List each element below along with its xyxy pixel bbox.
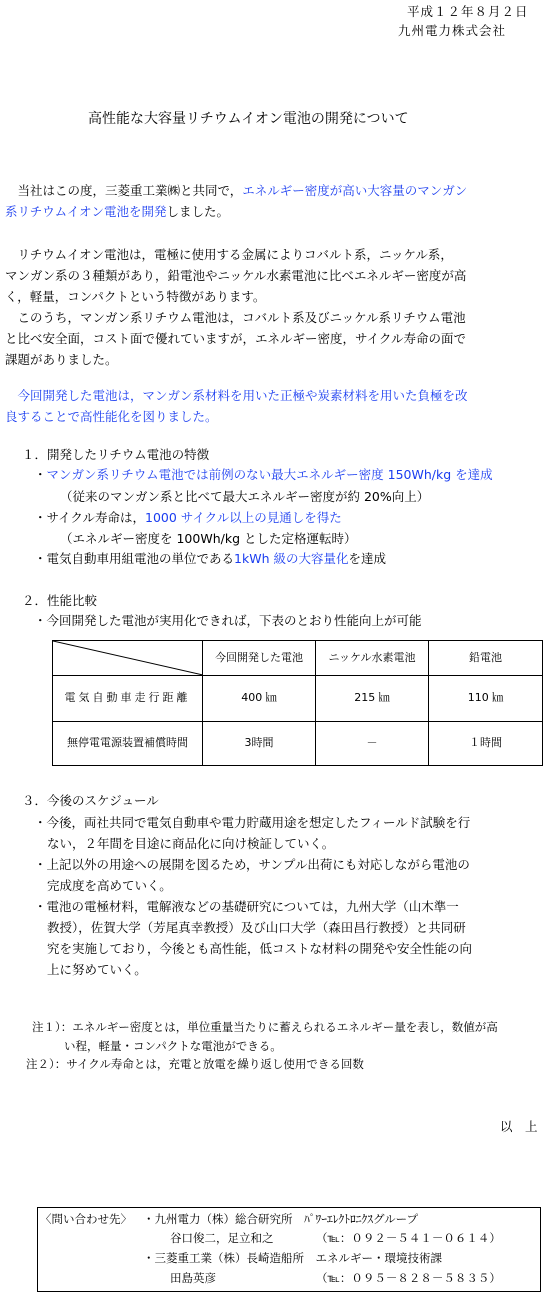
schedule-line: 教授），佐賀大学（芳尾真幸教授）及び山口大学（森田昌行教授）と共同研 xyxy=(47,920,466,935)
intro-paragraph-2 xyxy=(5,244,545,370)
feature-text: ・電気自動車用組電池の単位である xyxy=(34,551,235,566)
intro-highlight: エネルギー密度が高い大容量のマンガン xyxy=(242,183,468,198)
contact-person-1: 谷口俊二，足立和之 xyxy=(170,1231,274,1245)
contact-label: 〈問い合わせ先〉 xyxy=(40,1212,132,1226)
section-1-heading: １．開発したリチウム電池の特徴 xyxy=(22,447,210,462)
feature-text: ・サイクル寿命は， xyxy=(34,510,146,525)
contact-box xyxy=(37,1207,541,1292)
table-cell: 110 ㎞ xyxy=(429,676,543,722)
schedule-line: 究を実施しており，今後とも高性能，低コストな材料の開発や安全性能の向 xyxy=(47,941,473,956)
intro-highlight: 系リチウムイオン電池を開発 xyxy=(5,204,167,219)
comparison-table xyxy=(52,640,543,766)
schedule-line: 完成度を高めていく。 xyxy=(47,878,172,893)
contact-person-2: 田島英彦 xyxy=(170,1271,216,1285)
paragraph-line: く，軽量，コンパクトという特徴があります。 xyxy=(5,289,266,304)
note-2: 注２）：サイクル寿命とは，充電と放電を繰り返し使用できる回数 xyxy=(26,1057,364,1071)
paragraph-line: と比べ安全面，コスト面で優れていますが，エネルギー密度，サイクル寿命の面で xyxy=(5,331,467,346)
table-header-cell: 鉛電池 xyxy=(429,641,543,676)
diagonal-line xyxy=(53,641,203,675)
note-line: 注１）：エネルギー密度とは，単位重量当たりに蓄えられるエネルギー量を表し，数値が高 xyxy=(32,1020,498,1034)
table-cell: １時間 xyxy=(429,722,543,766)
paragraph-line: 良することで高性能化を図りました。 xyxy=(5,409,218,424)
table-corner-cell xyxy=(53,641,203,676)
schedule-item-3 xyxy=(34,896,472,980)
table-row xyxy=(53,676,543,722)
contact-org-2: ・三菱重工業（株）長崎造船所 エネルギー・環境技術課 xyxy=(143,1251,442,1265)
intro-text: 当社はこの度，三菱重工業㈱と共同で， xyxy=(5,183,243,198)
table-cell: － xyxy=(316,722,429,766)
contact-tel-2: （℡：０９５－８２８－５８３５） xyxy=(316,1271,501,1285)
schedule-line: ない，２年間を目途に商品化に向け検証していく。 xyxy=(47,836,335,851)
feature-item-1 xyxy=(34,466,493,485)
feature-highlight: 1000 サイクル以上の見通しを得た xyxy=(145,510,342,525)
feature-highlight: 1kWh 級の大容量化 xyxy=(234,551,349,566)
table-cell: 400 ㎞ xyxy=(203,676,316,722)
feature-text: を達成 xyxy=(348,551,386,566)
paragraph-line: 課題がありました。 xyxy=(5,352,118,367)
section-2-heading: ２．性能比較 xyxy=(22,593,98,608)
schedule-line: ・電池の電極材料，電解液などの基礎研究については，九州大学（山木準一 xyxy=(34,899,459,914)
feature-item-1-note: （従来のマンガン系と比べて最大エネルギー密度が約 20%向上） xyxy=(60,489,430,504)
table-row-label: 無停電電源装置補償時間 xyxy=(53,722,203,766)
feature-item-3 xyxy=(34,550,386,569)
intro-text: しました。 xyxy=(166,204,230,219)
paragraph-line: 今回開発した電池は，マンガン系材料を用いた正極や炭素材料を用いた負極を改 xyxy=(5,388,468,403)
contact-org-1: ・九州電力（株）総合研究所 ﾊﾟﾜｰｴﾚｸﾄﾛﾆｸｽグループ xyxy=(143,1212,419,1226)
contact-tel-1: （℡：０９２－５４１－０６１４） xyxy=(316,1231,501,1245)
table-cell: 215 ㎞ xyxy=(316,676,429,722)
schedule-line: ・上記以外の用途への展開を図るため，サンプル出荷にも対応しながら電池の xyxy=(34,857,470,872)
section-2-lead: ・今回開発した電池が実用化できれば，下表のとおり性能向上が可能 xyxy=(34,613,422,628)
feature-item-2 xyxy=(34,509,342,528)
schedule-item-1 xyxy=(34,812,470,854)
feature-highlight: マンガン系リチウム電池では前例のない最大エネルギー密度 150Wh/kg を達成 xyxy=(46,467,493,482)
intro-paragraph-3 xyxy=(5,385,545,427)
schedule-item-2 xyxy=(34,854,470,896)
schedule-line: ・今後，両社共同で電気自動車や電力貯蔵用途を想定したフィールド試験を行 xyxy=(34,815,471,830)
note-line: い程，軽量・コンパクトな電池ができる。 xyxy=(64,1039,282,1053)
bullet: ・ xyxy=(34,467,47,482)
table-cell: 3時間 xyxy=(203,722,316,766)
table-header-cell: ニッケル水素電池 xyxy=(316,641,429,676)
closing-mark: 以 上 xyxy=(500,1119,538,1134)
note-1 xyxy=(32,1018,498,1056)
paragraph-line: このうち，マンガン系リチウム電池は，コバルト系及びニッケル系リチウム電池 xyxy=(5,310,466,325)
intro-paragraph-1 xyxy=(5,180,545,222)
section-3-heading: ３．今後のスケジュール xyxy=(22,793,159,808)
table-header-cell: 今回開発した電池 xyxy=(203,641,316,676)
table-row xyxy=(53,722,543,766)
release-date: 平成１２年８月２日 xyxy=(407,4,529,19)
page-title: 高性能な大容量リチウムイオン電池の開発について xyxy=(88,111,409,127)
company-name: 九州電力株式会社 xyxy=(398,23,507,38)
paragraph-line: マンガン系の３種類があり，鉛電池やニッケル水素電池に比べエネルギー密度が高 xyxy=(5,268,467,283)
schedule-line: 上に努めていく。 xyxy=(47,962,147,977)
table-header-row xyxy=(53,641,543,676)
paragraph-line: リチウムイオン電池は，電極に使用する金属によりコバルト系，ニッケル系， xyxy=(5,247,453,262)
feature-item-2-note: （エネルギー密度を 100Wh/kg とした定格運転時） xyxy=(60,531,357,546)
table-row-label: 電気自動車走行距離 xyxy=(53,676,203,722)
